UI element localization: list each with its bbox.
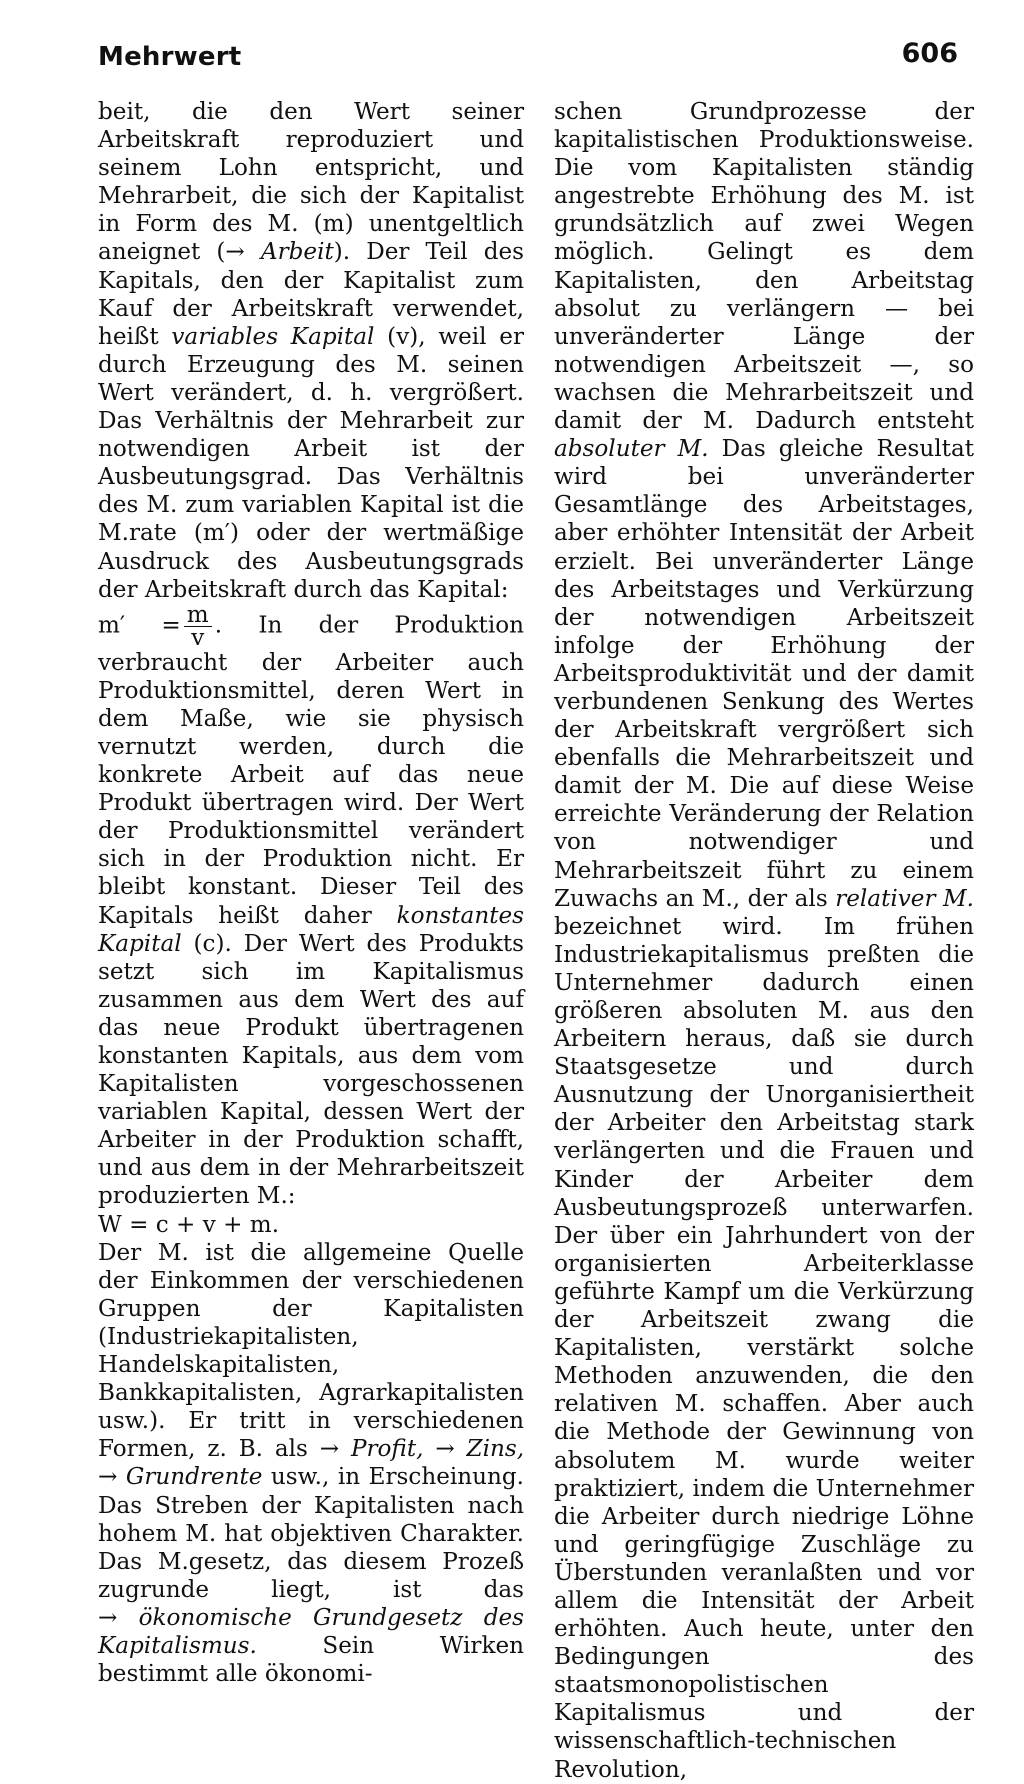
term-absoluter-mehrwert: absoluter M. — [554, 436, 709, 463]
text-segment: . In der Produktion verbraucht der Arbeiter auch Produktionsmittel, deren Wert in dem Maße, wie sie physisch vernutzt werden, durch die konkrete Arbeit auf das neue Produkt übertragen wird. Der Wert der Produktionsmittel verändert sich in der Produktion nicht. Er bleibt konstant. Dieser Teil des Kapitals heißt daher — [98, 612, 524, 929]
term-konstantes-kapital: konstantes Kapital — [98, 902, 524, 957]
cross-reference-arrow-icon: → — [98, 1464, 118, 1491]
cross-reference-grundrente[interactable]: Grundrente — [125, 1464, 263, 1491]
text-segment: ). Der Teil des Kapitals, den der Kapitalist zum Kauf der Arbeitskraft verwendet, heißt — [98, 239, 525, 350]
fraction-denominator: v — [191, 624, 205, 651]
cross-reference-profit[interactable]: Profit, — [350, 1436, 424, 1463]
left-column — [98, 98, 524, 1688]
text-segment: Das gleiche Resultat wird bei unveränderter Gesamtlänge des Arbeitstages, aber erhöhter Intensität der Arbeit erzielt. Bei unveränderter Länge des Arbeitstages und Verkürzung der notwendigen Arbeitszeit infolge der Erhöhung der Arbeitsproduktivität und der damit verbundenen Senkung des Wertes der Arbeitskraft vergrößert sich ebenfalls die Mehrarbeitszeit und damit der M. Die auf diese Weise erreichte Veränderung der Relation von notwendiger und Mehrarbeitszeit führt zu einem Zuwachs an M., der als — [554, 436, 974, 912]
term-relativer-mehrwert: relativer M. — [835, 885, 974, 912]
text-segment: bezeichnet wird. Im frühen Industriekapitalismus preßten die Unternehmer dadurch einen größeren absoluten M. aus den Arbeitern heraus, daß sie durch Staatsgesetze und durch Ausnutzung der Unorganisiertheit der Arbeiter den Arbeitstag stark verlängerten und die Frauen und Kinder der Arbeiter dem Ausbeutungsprozeß unterwarfen. Der über ein Jahrhundert von der organisierten Arbeiterklasse geführte Kampf um die Verkürzung der Arbeitszeit zwang die Kapitalisten, verstärkt solche Methoden anzuwenden, die den relativen M. schaffen. Aber auch die Methode der Gewinnung von absolutem M. wurde weiter praktiziert, indem die Unternehmer die Arbeiter durch niedrige Löhne und geringfügige Zuschläge zu Überstunden veranlaßten und vor allem die Intensität der Arbeit erhöhten. Auch heute, unter den Bedingungen des staatsmonopolistischen Kapitalismus und der wissenschaftlich-technischen Revolution, — [554, 913, 974, 1783]
cross-reference-arrow-icon: → — [225, 239, 245, 266]
text-segment: Sein Wirken bestimmt alle ökonomi- — [98, 1632, 524, 1688]
text-segment: (v), weil er durch Erzeugung des M. seinen Wert verändert, d. h. vergrößert. Das Verhältnis der Mehrarbeit zur notwendigen Arbeit ist der Ausbeutungsgrad. Das Verhältnis des M. zum variablen Kapital ist die M.rate (m′) oder der wertmäßige Ausdruck des Ausbeutungsgrads der Arbeitskraft durch das Kapital: — [98, 323, 524, 603]
text-segment: schen Grundprozesse der kapitalistischen Produktionsweise. Die vom Kapitalisten ständig angestrebte Erhöhung des M. ist grundsätzlich auf zwei Wegen möglich. Gelingt es dem Kapitalisten, den Arbeitstag absolut zu verlängern — bei unveränderter Länge der notwendigen Arbeitszeit —, so wachsen die Mehrarbeitszeit und damit der M. Dadurch entsteht — [554, 99, 974, 435]
right-column — [554, 98, 974, 1784]
text-segment: Der M. ist die allgemeine Quelle der Einkommen der verschiedenen Gruppen der Kapitalisten (Industriekapitalisten, Handelskapitalisten, Bankkapitalisten, Agrarkapitalisten usw.). Er tritt in verschiedenen Formen, z. B. als — [98, 1239, 524, 1463]
value-formula: W = c + v + m. — [98, 1211, 280, 1238]
text-segment: (c). Der Wert des Produkts setzt sich im Kapitalismus zusammen aus dem Wert des auf das neue Produkt übertragenen konstanten Kapitals, aus dem vom Kapitalisten vorgeschossenen variablen Kapital, dessen Wert der Arbeiter in der Produktion schafft, und aus dem in der Mehrarbeitszeit produzierten M.: — [98, 930, 524, 1210]
fraction-numerator: m — [184, 604, 212, 627]
text-segment: beit, die den Wert seiner Arbeitskraft reproduziert und seinem Lohn entspricht, und Mehrarbeit, die sich der Kapitalist in Form des M. (m) unentgeltlich aneignet ( — [98, 99, 524, 266]
cross-reference-oekonomisches-grundgesetz[interactable]: ökonomische Grundgesetz des Kapitalismus. — [98, 1604, 525, 1659]
left-paragraph-1 — [98, 98, 524, 604]
left-paragraph-2 — [98, 1239, 524, 1689]
cross-reference-arrow-icon: → — [319, 1436, 340, 1463]
surplus-rate-formula-line — [98, 601, 524, 1211]
right-paragraph-1 — [554, 98, 974, 1784]
cross-reference-arbeit[interactable]: Arbeit — [260, 239, 334, 266]
page-number: 606 — [901, 38, 958, 69]
page-header-title: Mehrwert — [98, 42, 242, 72]
cross-reference-arrow-icon: → — [98, 1604, 118, 1631]
formula-lhs: m′ = — [98, 612, 181, 639]
cross-reference-arrow-icon: → — [435, 1436, 455, 1463]
cross-reference-zins[interactable]: Zins, — [466, 1436, 525, 1463]
fraction — [184, 601, 212, 651]
text-segment: usw., in Erscheinung. Das Streben der Kapitalisten nach hohem M. hat objektiven Charakter. Das M.gesetz, das diesem Prozeß zugrunde liegt, ist das — [98, 1464, 524, 1603]
term-variables-kapital: variables Kapital — [171, 323, 375, 350]
